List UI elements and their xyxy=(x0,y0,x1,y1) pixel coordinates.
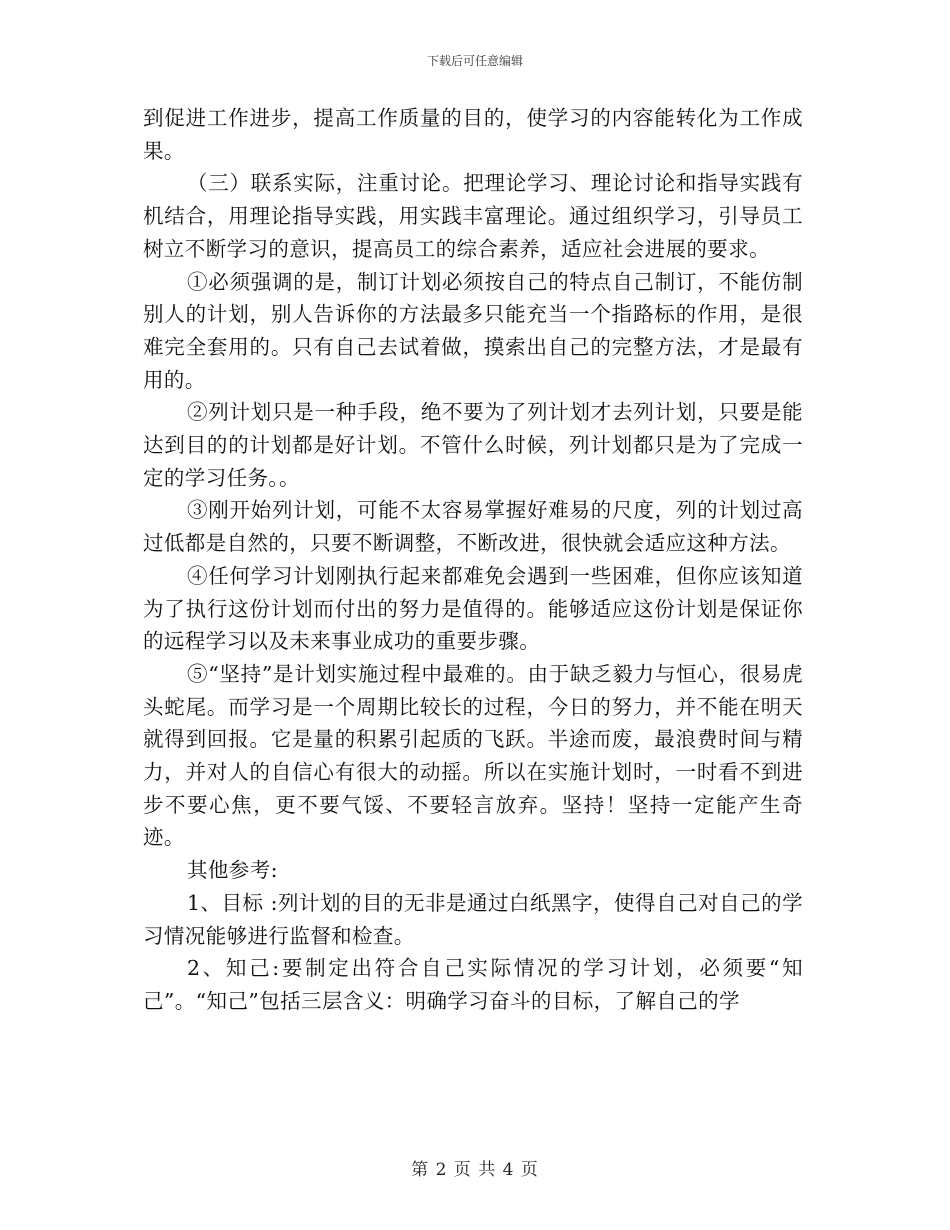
paragraph-point-four: ④任何学习计划刚执行起来都难免会遇到一些困难，但你应该知道为了执行这份计划而付出的努力是值得的。能够适应这份计划是保证你的远程学习以及未来事业成功的重要步骤。 xyxy=(143,563,803,654)
paragraph-point-two: ②列计划只是一种手段，绝不要为了列计划才去列计划，只要是能达到目的的计划都是好计划。不管什么时候，列计划都只是为了完成一定的学习任务。。 xyxy=(143,400,803,490)
page-header: 下载后可任意编辑 xyxy=(426,54,523,68)
paragraph-section-three: （三）联系实际，注重讨论。把理论学习、理论讨论和指导实践有机结合，用理论指导实践，用实践丰富理论。通过组织学习，引导员工树立不断学习的意识，提高员工的综合素养，适应社会进展的要求。 xyxy=(143,171,803,261)
page-number-footer: 第 2 页 共 4 页 xyxy=(411,1160,539,1180)
paragraph-other-reference-heading: 其他参考: xyxy=(187,858,278,883)
paragraph-point-one: ①必须强调的是，制订计划必须按自己的特点自己制订，不能仿制别人的计划，别人告诉你的方法最多只能充当一个指路标的作用，是很难完全套用的。只有自己去试着做，摸索出自己的完整方法，才是最有用的。 xyxy=(143,269,803,392)
document-body xyxy=(143,102,803,1018)
paragraph-goal: 1、目标 :列计划的目的无非是通过白纸黑字，使得自己对自己的学习情况能够进行监督和检查。 xyxy=(143,890,803,948)
paragraph-know-yourself: 2、知己:要制定出符合自己实际情况的学习计划，必须要“知己”。“知己”包括三层含义：明确学习奋斗的目标，了解自己的学 xyxy=(143,956,803,1013)
paragraph-point-three: ③刚开始列计划，可能不太容易掌握好难易的尺度，列的计划过高过低都是自然的，只要不断调整，不断改进，很快就会适应这种方法。 xyxy=(143,498,803,556)
paragraph-continuation: 到促进工作进步，提高工作质量的目的，使学习的内容能转化为工作成果。 xyxy=(143,106,803,163)
paragraph-point-five: ⑤“坚持”是计划实施过程中最难的。由于缺乏毅力与恒心，很易虎头蛇尾。而学习是一个周期比较长的过程，今日的努力，并不能在明天就得到回报。它是量的积累引起质的飞跃。半途而废，最浪费时间与精力，并对人的自信心有很大的动摇。所以在实施计划时，一时看不到进步不要心焦，更不要气馁、不要轻言放弃。坚持！坚持一定能产生奇迹。 xyxy=(143,661,803,850)
